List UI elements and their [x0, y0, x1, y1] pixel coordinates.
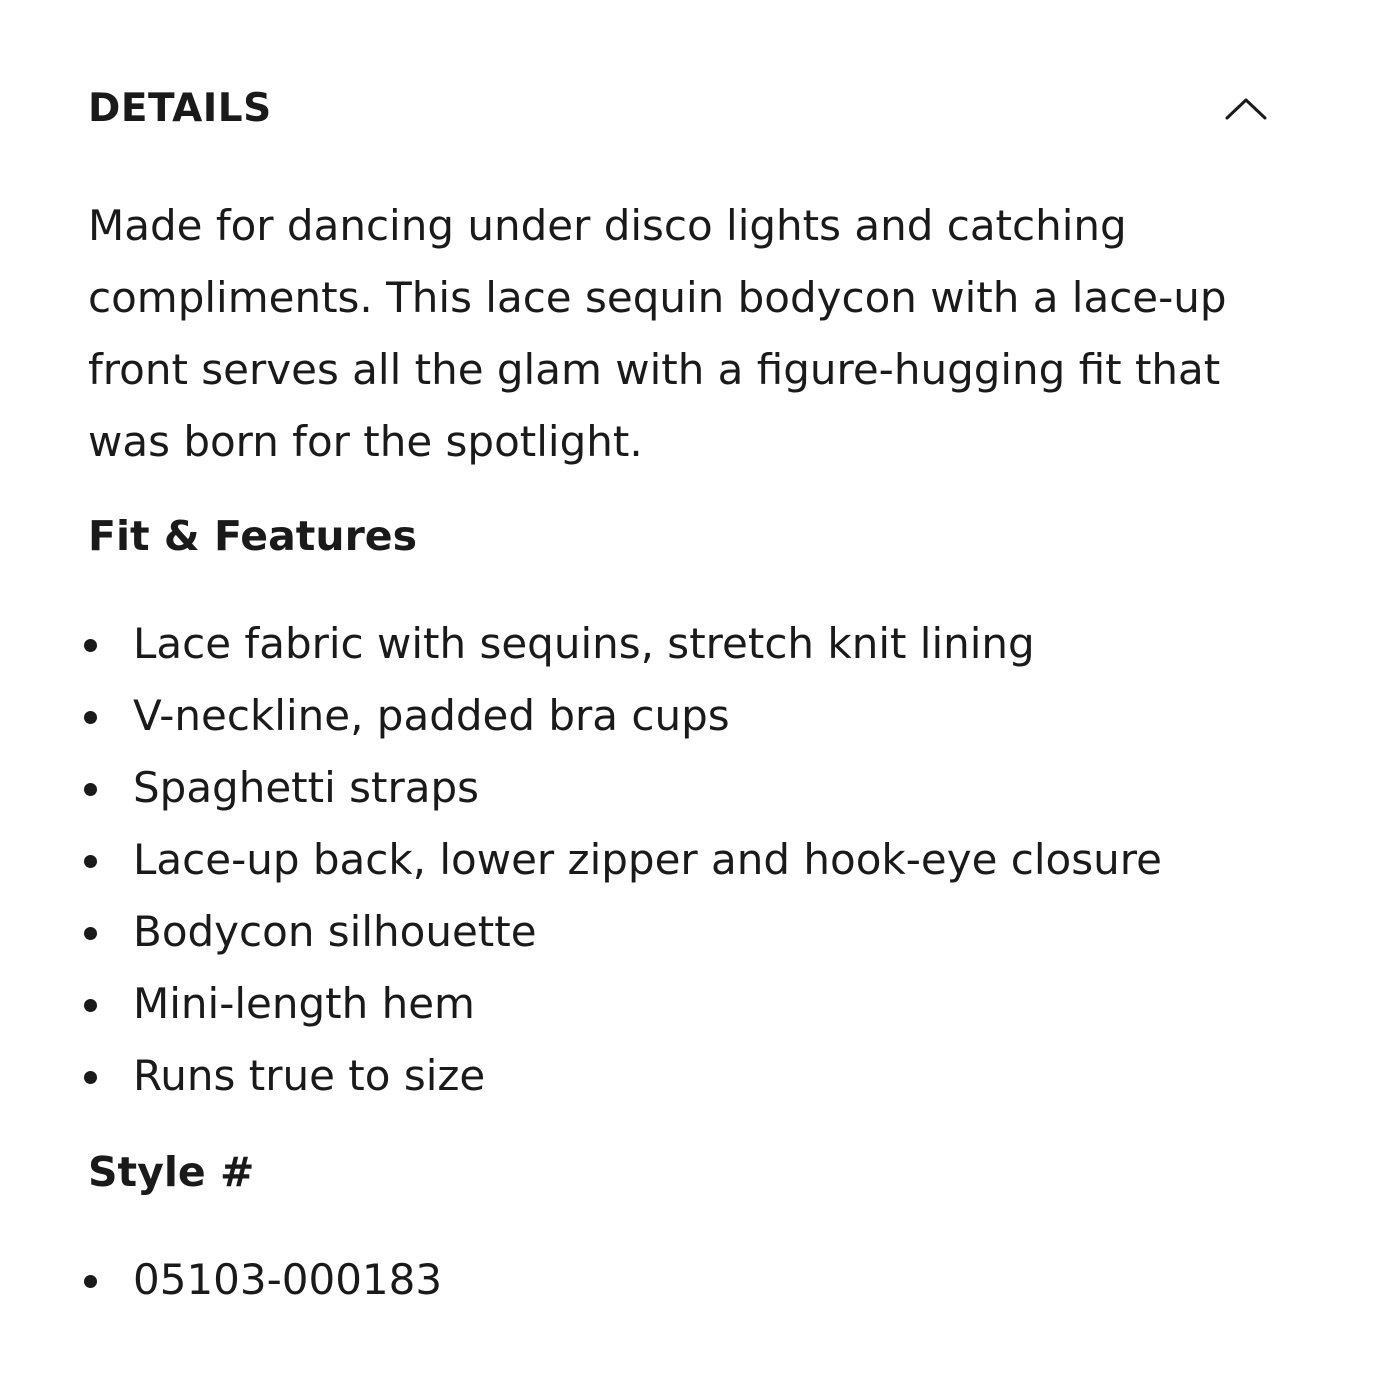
- list-item: [88, 824, 1288, 896]
- bullet-icon: [84, 927, 97, 940]
- product-description: Made for dancing under disco lights and catching compliments. This lace sequin bodycon with a lace-up front serves all the glam with a figure-hugging fit that was born for the spotlight.: [88, 201, 1227, 466]
- bullet-icon: [84, 999, 97, 1012]
- fit-features-list: [88, 608, 1288, 1112]
- list-item: [88, 752, 1288, 824]
- style-number-heading: Style #: [88, 1148, 255, 1196]
- bullet-icon: [84, 1275, 97, 1288]
- list-item: [88, 896, 1288, 968]
- bullet-icon: [84, 711, 97, 724]
- list-item: [88, 1040, 1288, 1112]
- feature-text: V-neckline, padded bra cups: [133, 691, 730, 740]
- details-title: DETAILS: [88, 85, 272, 131]
- feature-text: Bodycon silhouette: [133, 907, 537, 956]
- list-item: [88, 968, 1288, 1040]
- feature-text: Lace-up back, lower zipper and hook-eye closure: [133, 835, 1162, 884]
- bullet-icon: [84, 783, 97, 796]
- feature-text: Lace fabric with sequins, stretch knit lining: [133, 619, 1035, 668]
- bullet-icon: [84, 855, 97, 868]
- bullet-icon: [84, 639, 97, 652]
- list-item: [88, 1244, 1288, 1316]
- style-number-list: [88, 1244, 1288, 1316]
- feature-text: Mini-length hem: [133, 979, 475, 1028]
- list-item: [88, 680, 1288, 752]
- fit-features-heading: Fit & Features: [88, 512, 418, 560]
- feature-text: Spaghetti straps: [133, 763, 480, 812]
- details-panel: [88, 0, 1288, 1375]
- chevron-up-icon[interactable]: [1222, 84, 1270, 132]
- bullet-icon: [84, 1071, 97, 1084]
- feature-text: Runs true to size: [133, 1051, 486, 1100]
- style-number-value: 05103-000183: [133, 1255, 443, 1304]
- details-accordion-header[interactable]: [88, 78, 1278, 138]
- list-item: [88, 608, 1288, 680]
